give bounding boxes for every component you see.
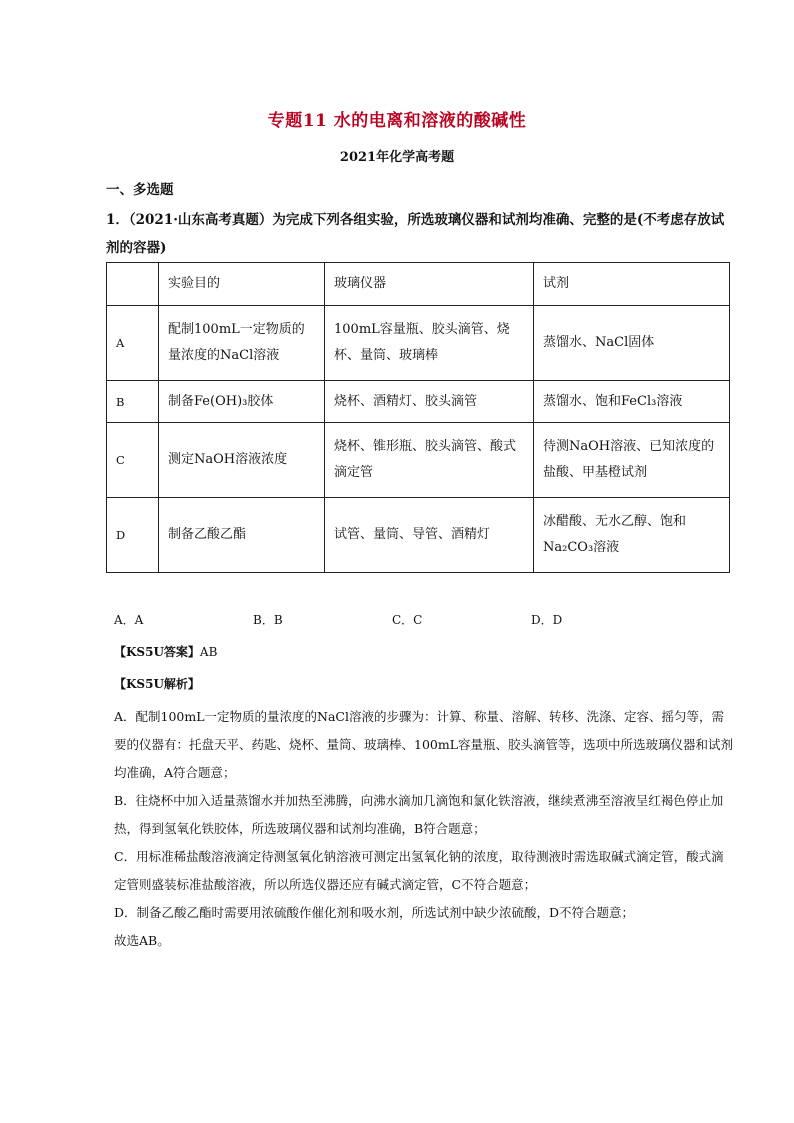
analysis-label: 【KS5U解析】 xyxy=(114,677,200,691)
table-row xyxy=(107,423,730,498)
table-row xyxy=(107,381,730,423)
option-c: C．C xyxy=(392,613,423,627)
row-glassware: 烧杯、酒精灯、胶头滴管 xyxy=(325,381,534,423)
page-subtitle: 2021年化学高考题 xyxy=(339,150,455,165)
row-purpose: 测定NaOH溶液浓度 xyxy=(159,423,325,498)
row-letter: D xyxy=(107,498,159,573)
row-reagents: 蒸馏水、饱和FeCl₃溶液 xyxy=(534,381,730,423)
table-row xyxy=(107,498,730,573)
table-row xyxy=(107,306,730,381)
row-letter: B xyxy=(107,381,159,423)
option-d: D．D xyxy=(531,613,563,627)
answer-options xyxy=(114,611,714,628)
table-header-cell xyxy=(107,263,159,306)
analysis-paragraph: D．制备乙酸乙酯时需要用浓硫酸作催化剂和吸水剂，所选试剂中缺少浓硫酸，D不符合题意； xyxy=(114,905,635,920)
row-purpose: 制备乙酸乙酯 xyxy=(159,498,325,573)
row-letter: A xyxy=(107,306,159,381)
table-header-cell: 玻璃仪器 xyxy=(325,263,534,306)
analysis-paragraph: C．用标准稀盐酸溶液滴定待测氢氧化钠溶液可测定出氢氧化钠的浓度，取待测液时需选取碱式滴定管，酸式滴定管则盛装标准盐酸溶液，所以所选仪器还应有碱式滴定管，C不符合题意； xyxy=(114,849,724,892)
answer-line xyxy=(114,643,217,660)
answer-value: AB xyxy=(199,645,218,659)
question-text: 1．（2021·山东高考真题）为完成下列各组实验，所选玻璃仪器和试剂均准确、完整的是(不考虑存放试剂的容器) xyxy=(106,212,725,256)
table-header-cell: 试剂 xyxy=(534,263,730,306)
row-glassware: 烧杯、锥形瓶、胶头滴管、酸式滴定管 xyxy=(325,423,534,498)
section-heading: 一、多选题 xyxy=(106,182,174,198)
analysis-paragraph: A．配制100mL一定物质的量浓度的NaCl溶液的步骤为：计算、称量、溶解、转移、洗涤、定容、摇匀等，需要的仪器有：托盘天平、药匙、烧杯、量筒、玻璃棒、100mL容量瓶、胶头滴管等，选项中所选玻璃仪器和试剂均准确，A符合题意； xyxy=(114,709,734,780)
row-purpose: 配制100mL一定物质的量浓度的NaCl溶液 xyxy=(159,306,325,381)
row-reagents: 蒸馏水、NaCl固体 xyxy=(534,306,730,381)
row-reagents: 待测NaOH溶液、已知浓度的盐酸、甲基橙试剂 xyxy=(534,423,730,498)
table-header-row xyxy=(107,263,730,306)
analysis-paragraph: B．往烧杯中加入适量蒸馏水并加热至沸腾，向沸水滴加几滴饱和氯化铁溶液，继续煮沸至溶液呈红褐色停止加热，得到氢氧化铁胶体，所选玻璃仪器和试剂均准确，B符合题意； xyxy=(114,793,724,836)
question-table xyxy=(106,262,730,573)
row-glassware: 100mL容量瓶、胶头滴管、烧杯、量筒、玻璃棒 xyxy=(325,306,534,381)
row-purpose: 制备Fe(OH)₃胶体 xyxy=(159,381,325,423)
analysis-paragraph: 故选AB。 xyxy=(114,933,170,948)
option-b: B．B xyxy=(253,613,283,627)
option-a: A．A xyxy=(114,613,144,627)
answer-label: 【KS5U答案】 xyxy=(114,645,200,659)
analysis-body xyxy=(114,703,734,955)
row-letter: C xyxy=(107,423,159,498)
table-header-cell: 实验目的 xyxy=(159,263,325,306)
row-reagents: 冰醋酸、无水乙醇、饱和Na₂CO₃溶液 xyxy=(534,498,730,573)
page-title: 专题11 水的电离和溶液的酸碱性 xyxy=(267,111,527,131)
row-glassware: 试管、量筒、导管、酒精灯 xyxy=(325,498,534,573)
